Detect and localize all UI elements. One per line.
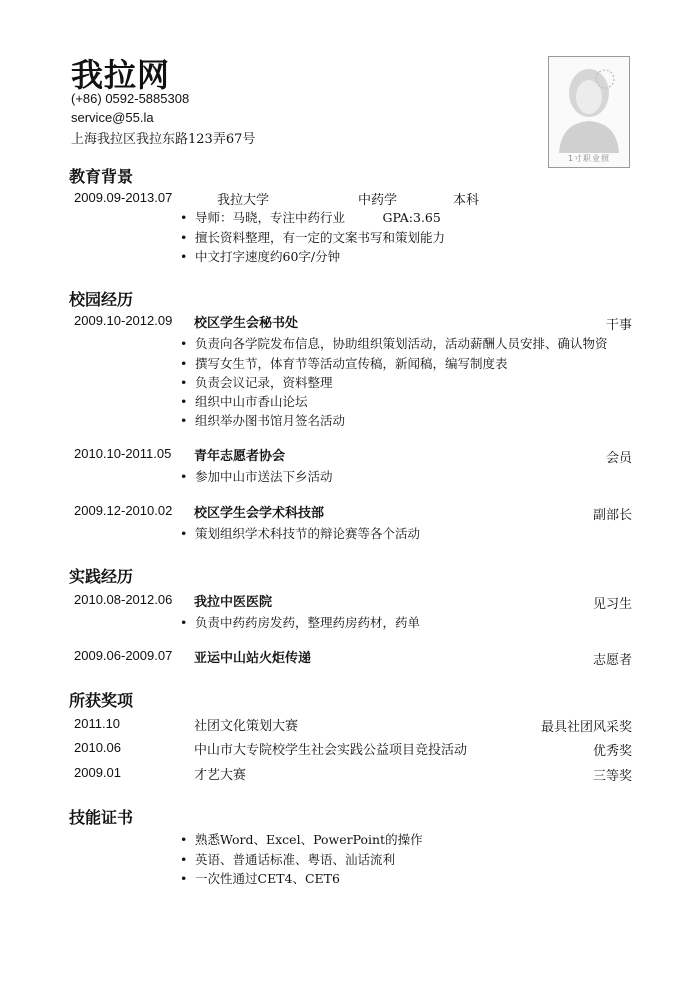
id-photo-placeholder bbox=[548, 56, 630, 168]
education-degree: 本科 bbox=[453, 193, 480, 208]
education-school: 我拉大学 bbox=[217, 193, 270, 208]
award-date: 2010.06 bbox=[74, 740, 121, 755]
award-name: 中山市大专院校学生社会实践公益项目竞投活动 bbox=[194, 743, 468, 758]
section-title-education: 教育背景 bbox=[69, 167, 134, 186]
campus-entry-date: 2009.10-2012.09 bbox=[74, 313, 173, 328]
campus-entry-bullet: • 策划组织学术科技节的辩论赛等各个活动 bbox=[180, 524, 420, 542]
section-title-campus: 校园经历 bbox=[69, 290, 134, 309]
education-major: 中药学 bbox=[358, 193, 398, 208]
home-address: 上海我拉区我拉东路123弄67号 bbox=[71, 132, 256, 147]
phone-number: (+86) 0592-5885308 bbox=[71, 91, 190, 106]
award-name: 社团文化策划大赛 bbox=[194, 719, 299, 734]
practice-entry-role: 志愿者 bbox=[592, 653, 632, 668]
practice-entry-bullet: • 负责中药药房发药，整理药房药材，药单 bbox=[180, 613, 420, 631]
section-title-awards: 所获奖项 bbox=[69, 691, 134, 710]
campus-entry-bullet: • 组织中山市香山论坛 bbox=[180, 392, 308, 410]
email-address: service@55.la bbox=[71, 110, 154, 125]
campus-entry-bullet: • 负责会议记录，资料整理 bbox=[180, 373, 333, 391]
award-date: 2011.10 bbox=[74, 716, 121, 731]
campus-entry-date: 2009.12-2010.02 bbox=[74, 503, 173, 518]
education-bullet: • 中文打字速度约60字/分钟 bbox=[180, 247, 340, 265]
campus-entry-role: 副部长 bbox=[592, 508, 632, 523]
skill-bullet: • 熟悉Word、Excel、PowerPoint的操作 bbox=[180, 830, 423, 848]
practice-entry-date: 2010.08-2012.06 bbox=[74, 592, 173, 607]
campus-entry-bullet: • 参加中山市送法下乡活动 bbox=[180, 467, 333, 485]
award-prize: 优秀奖 bbox=[592, 744, 632, 759]
campus-entry-org: 青年志愿者协会 bbox=[194, 449, 286, 464]
education-date: 2009.09-2013.07 bbox=[74, 190, 173, 205]
photo-caption: 1寸职业照 bbox=[567, 154, 611, 163]
award-prize: 最具社团风采奖 bbox=[540, 720, 632, 735]
campus-entry-bullet: • 负责向各学院发布信息，协助组织策划活动，活动薪酬人员安排、确认物资 bbox=[180, 334, 608, 352]
skill-bullet: • 一次性通过CET4、CET6 bbox=[180, 869, 340, 887]
skill-bullet: • 英语、普通话标准、粤语、汕话流利 bbox=[180, 850, 395, 868]
campus-entry-date: 2010.10-2011.05 bbox=[74, 446, 172, 461]
person-silhouette-icon bbox=[549, 57, 629, 153]
practice-entry-date: 2009.06-2009.07 bbox=[74, 648, 173, 663]
campus-entry-bullet: • 撰写女生节，体育节等活动宣传稿，新闻稿，编写制度表 bbox=[180, 354, 508, 372]
practice-entry-role: 见习生 bbox=[592, 597, 632, 612]
applicant-name: 我拉网 bbox=[71, 56, 171, 94]
practice-entry-org: 亚运中山站火炬传递 bbox=[194, 651, 312, 666]
campus-entry-role: 会员 bbox=[605, 451, 632, 466]
campus-entry-role: 干事 bbox=[605, 318, 632, 333]
campus-entry-org: 校区学生会秘书处 bbox=[194, 316, 299, 331]
education-bullet: • 导师：马晓，专注中药行业 GPA:3.65 bbox=[180, 208, 441, 226]
award-date: 2009.01 bbox=[74, 765, 121, 780]
education-bullet: • 擅长资料整理，有一定的文案书写和策划能力 bbox=[180, 228, 445, 246]
campus-entry-bullet: • 组织举办图书馆月签名活动 bbox=[180, 411, 345, 429]
practice-entry-org: 我拉中医医院 bbox=[194, 595, 273, 610]
section-title-practice: 实践经历 bbox=[69, 567, 134, 586]
award-prize: 三等奖 bbox=[592, 769, 632, 784]
award-name: 才艺大赛 bbox=[194, 768, 247, 783]
campus-entry-org: 校区学生会学术科技部 bbox=[194, 506, 325, 521]
section-title-skills: 技能证书 bbox=[69, 808, 134, 827]
